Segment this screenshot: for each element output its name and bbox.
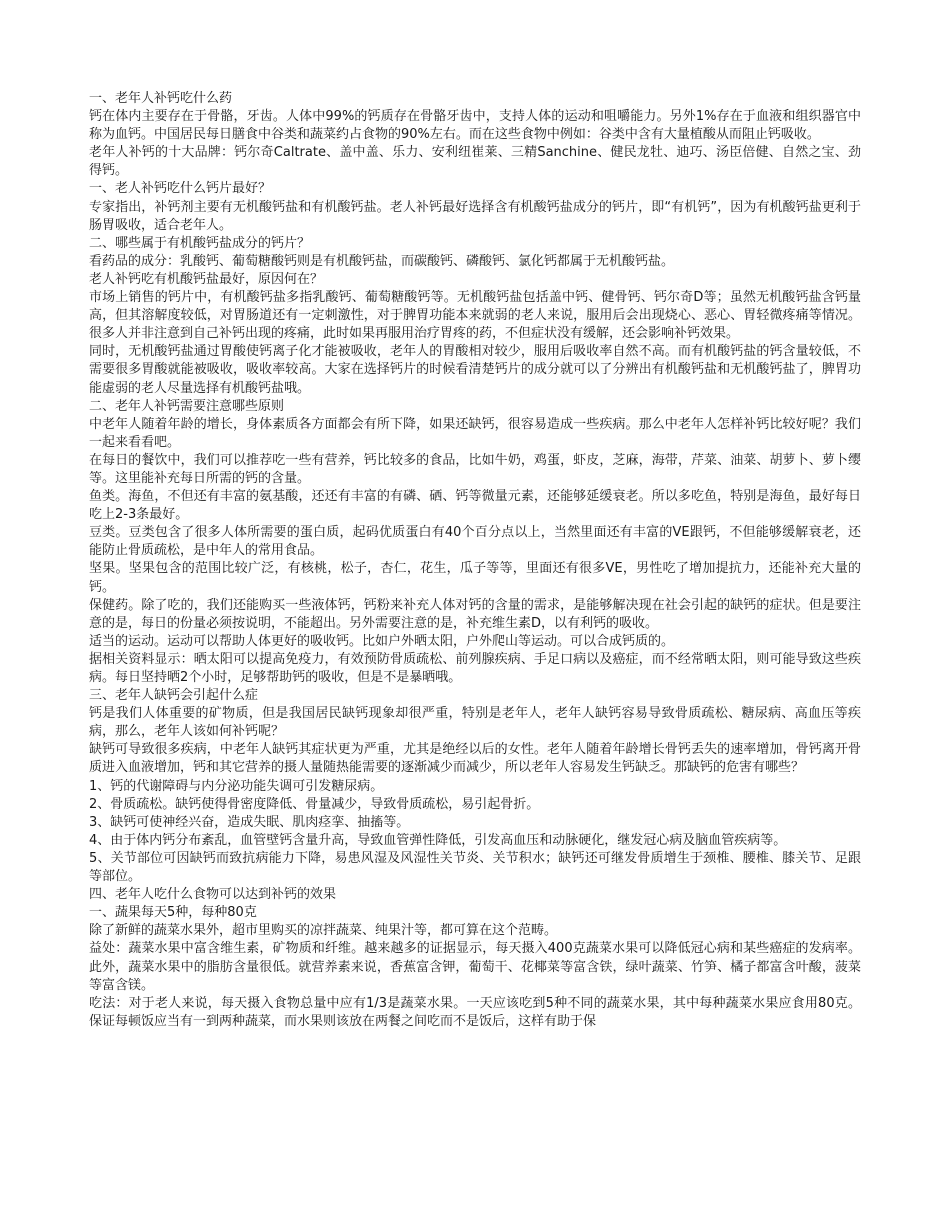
- paragraph: 一、蔬果每天5种，每种80克: [89, 905, 257, 921]
- paragraph: 缺钙可导致很多疾病，中老年人缺钙其症状更为严重，尤其是绝经以后的女性。老年人随着年龄增长骨钙丢失的速率增加，骨钙离开骨质进入血液增加，钙和其它营养的摄人量随热能需要的逐渐减少而减少，所以老年人容易发生钙缺乏。那缺钙的危害有哪些？: [89, 742, 861, 776]
- paragraph: 中老年人随着年龄的增长，身体素质各方面都会有所下降，如果还缺钙，很容易造成一些疾病。那么中老年人怎样补钙比较好呢？我们一起来看看吧。: [89, 416, 861, 450]
- paragraph: 3、缺钙可使神经兴奋，造成失眠、肌肉痉挛、抽搐等。: [89, 814, 410, 830]
- paragraph: 1、钙的代谢障碍与内分泌功能失调可引发糖尿病。: [89, 778, 384, 794]
- paragraph: 保健药。除了吃的，我们还能购买一些液体钙，钙粉来补充人体对钙的含量的需求，是能够解决现在社会引起的缺钙的症状。但是要注意的是，每日的份量必须按说明，不能超出。另外需要注意的是，补充维生素D，以有利钙的吸收。: [89, 597, 861, 631]
- document-body: [89, 90, 861, 1031]
- paragraph: 2、骨质疏松。缺钙使得骨密度降低、骨量减少，导致骨质疏松，易引起骨折。: [89, 796, 540, 812]
- paragraph: 一、老人补钙吃什么钙片最好？: [89, 181, 272, 197]
- paragraph: 4、由于体内钙分布紊乱，血管壁钙含量升高，导致血管弹性降低，引发高血压和动脉硬化，继发冠心病及脑血管疾病等。: [89, 832, 787, 848]
- paragraph: 同时，无机酸钙盐通过胃酸使钙离子化才能被吸收，老年人的胃酸相对较少，服用后吸收率自然不高。而有机酸钙盐的钙含量较低，不需要很多胃酸就能被吸收，吸收率较高。大家在选择钙片的时候看清楚钙片的成分就可以了分辨出有机酸钙盐和无机酸钙盐了，脾胃功能虚弱的老人尽量选择有机酸钙盐哦。: [89, 344, 861, 396]
- paragraph: 四、老年人吃什么食物可以达到补钙的效果: [89, 887, 337, 903]
- paragraph: 老年人补钙的十大品牌：钙尔奇Caltrate、盖中盖、乐力、安利纽崔莱、三精Sanchine、健民龙牡、迪巧、汤臣倍健、自然之宝、劲得钙。: [89, 145, 861, 179]
- paragraph: 吃法：对于老人来说，每天摄入食物总量中应有1/3是蔬菜水果。一天应该吃到5种不同的蔬菜水果，其中每种蔬菜水果应食用80克。保证每顿饭应当有一到两种蔬菜，而水果则该放在两餐之间吃而不是饭后，这样有助于保: [89, 995, 861, 1029]
- paragraph: 鱼类。海鱼，不但还有丰富的氨基酸，还还有丰富的有磷、硒、钙等微量元素，还能够延缓衰老。所以多吃鱼，特别是海鱼，最好每日吃上2-3条最好。: [89, 489, 861, 523]
- paragraph: 在每日的餐饮中，我们可以推荐吃一些有营养，钙比较多的食品，比如牛奶，鸡蛋，虾皮，芝麻，海带，芹菜、油菜、胡萝卜、萝卜缨等。这里能补充每日所需的钙的含量。: [89, 452, 861, 486]
- paragraph: 5、关节部位可因缺钙而致抗病能力下降，易患风湿及风湿性关节炎、关节积水；缺钙还可继发骨质增生于颈椎、腰椎、膝关节、足跟等部位。: [89, 850, 861, 885]
- paragraph: 三、老年人缺钙会引起什么症: [89, 688, 259, 704]
- paragraph: 适当的运动。运动可以帮助人体更好的吸收钙。比如户外晒太阳，户外爬山等运动。可以合成钙质的。: [89, 633, 675, 649]
- paragraph: 专家指出，补钙剂主要有无机酸钙盐和有机酸钙盐。老人补钙最好选择含有机酸钙盐成分的钙片，即“有机钙”，因为有机酸钙盐更利于肠胃吸收，适合老年人。: [89, 199, 861, 233]
- paragraph: 钙在体内主要存在于骨骼，牙齿。人体中99%的钙质存在骨骼牙齿中，支持人体的运动和咀嚼能力。另外1%存在于血液和组织器官中称为血钙。中国居民每日膳食中谷类和蔬菜约占食物的90%左右。而在这些食物中例如：谷类中含有大量植酸从而阻止钙吸收。: [89, 109, 861, 143]
- paragraph: 据相关资料显示：晒太阳可以提高免疫力，有效预防骨质疏松、前列腺疾病、手足口病以及癌症，而不经常晒太阳，则可能导致这些疾病。每日坚持晒2个小时，足够帮助钙的吸收，但是不是暴晒哦。: [89, 651, 861, 685]
- paragraph: 看药品的成分：乳酸钙、葡萄糖酸钙则是有机酸钙盐，而碳酸钙、磷酸钙、氯化钙都属于无机酸钙盐。: [89, 253, 675, 269]
- paragraph: 市场上销售的钙片中，有机酸钙盐多指乳酸钙、葡萄糖酸钙等。无机酸钙盐包括盖中钙、健骨钙、钙尔奇D等；虽然无机酸钙盐含钙量高，但其溶解度较低，对胃肠道还有一定刺激性，对于脾胃功能本来就弱的老人来说，服用后会出现烧心、恶心、胃轻微疼痛等情况。很多人并非注意到自己补钙出现的疼痛，此时如果再服用治疗胃疼的药，不但症状没有缓解，还会影响补钙效果。: [89, 290, 861, 342]
- paragraph: 除了新鲜的蔬菜水果外，超市里购买的凉拌蔬菜、纯果汁等，都可算在这个范畴。: [89, 923, 558, 939]
- paragraph: 豆类。豆类包含了很多人体所需要的蛋白质，起码优质蛋白有40个百分点以上，当然里面还有丰富的VE跟钙，不但能够缓解衰老，还能防止骨质疏松，是中年人的常用食品。: [89, 525, 861, 559]
- paragraph: 益处：蔬菜水果中富含维生素，矿物质和纤维。越来越多的证据显示，每天摄入400克蔬菜水果可以降低冠心病和某些癌症的发病率。此外，蔬菜水果中的脂肪含量很低。就营养素来说，香蕉富含钾，葡萄干、花椰菜等富含铁，绿叶蔬菜、竹笋、橘子都富含叶酸，菠菜等富含镁。: [89, 941, 861, 993]
- paragraph: 二、老年人补钙需要注意哪些原则: [89, 398, 285, 414]
- paragraph: 一、老年人补钙吃什么药: [89, 91, 233, 106]
- paragraph: 坚果。坚果包含的范围比较广泛，有核桃，松子，杏仁，花生，瓜子等等，里面还有很多VE，男性吃了增加提抗力，还能补充大量的钙。: [89, 561, 861, 595]
- paragraph: 二、哪些属于有机酸钙盐成分的钙片？: [89, 235, 311, 251]
- paragraph: 钙是我们人体重要的矿物质，但是我国居民缺钙现象却很严重，特别是老年人，老年人缺钙容易导致骨质疏松、糖尿病、高血压等疾病，那么，老年人该如何补钙呢？: [89, 706, 861, 740]
- paragraph: 老人补钙吃有机酸钙盐最好，原因何在？: [89, 271, 324, 287]
